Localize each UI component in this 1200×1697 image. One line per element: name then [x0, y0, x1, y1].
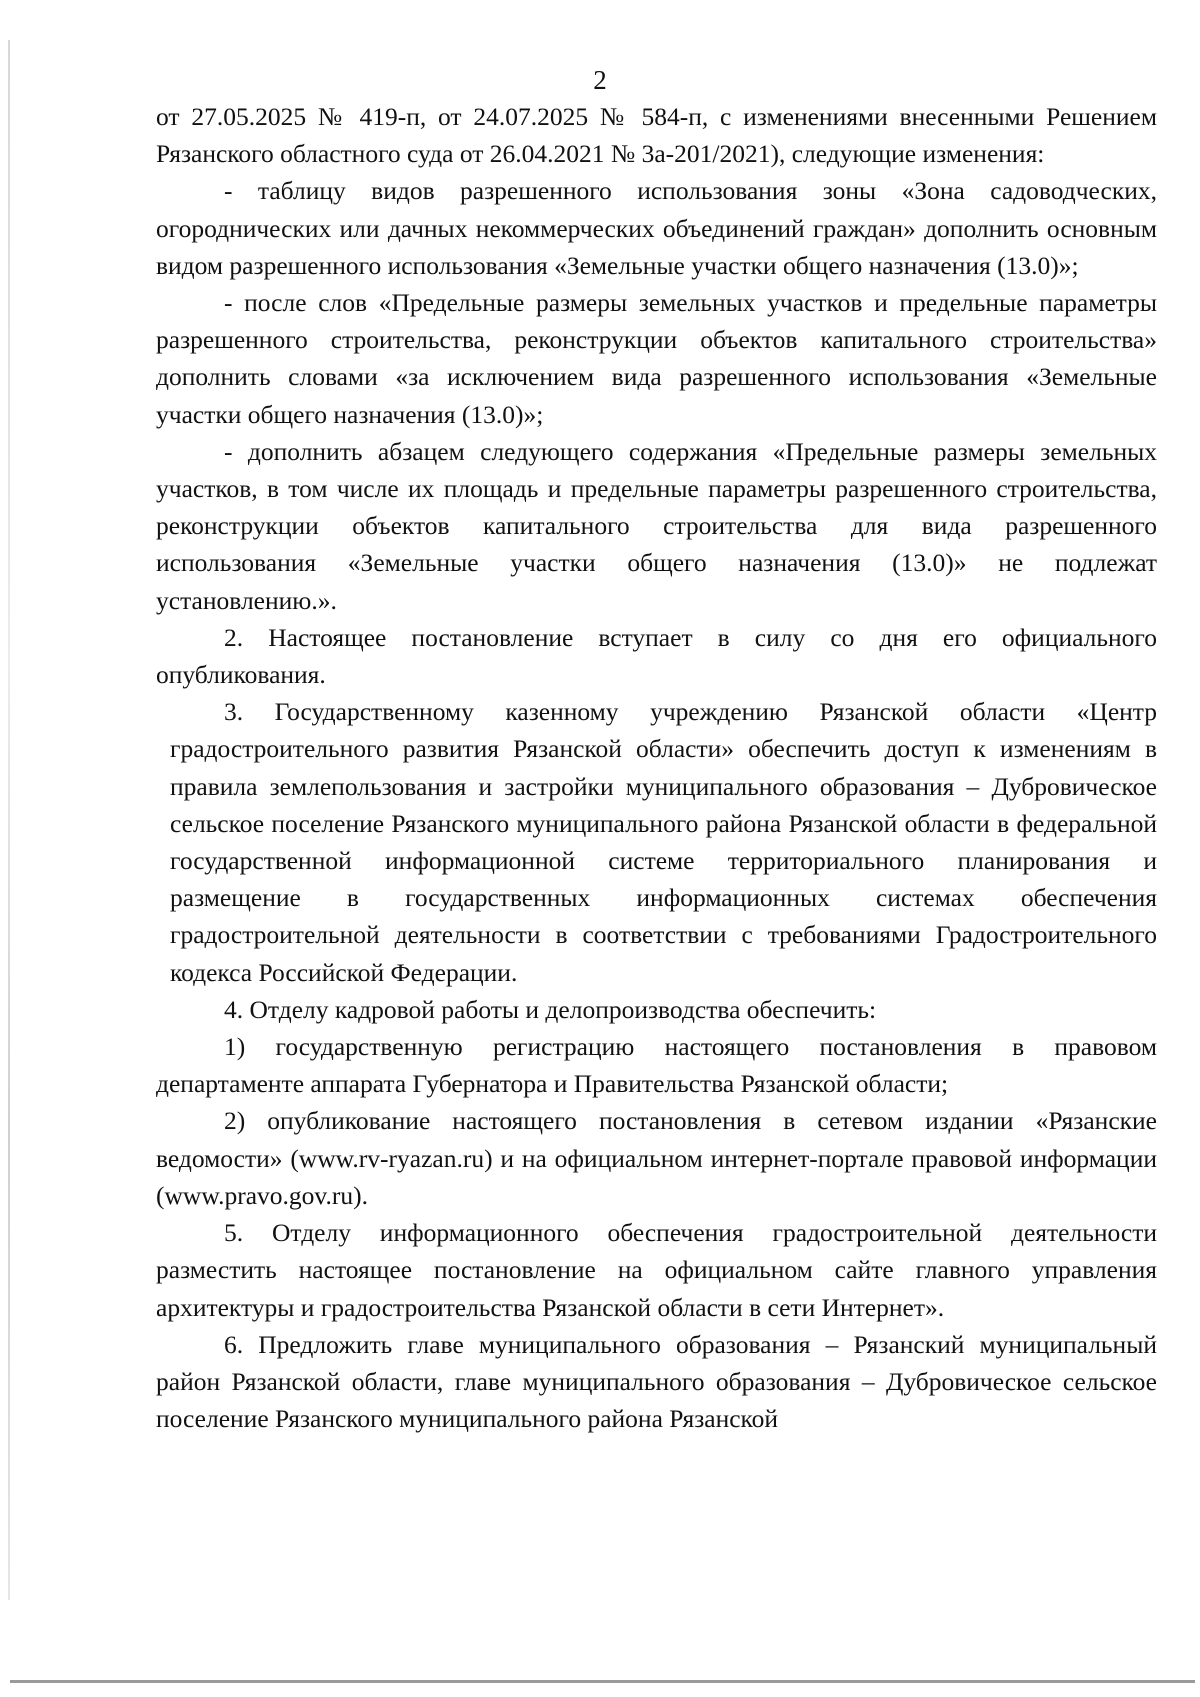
paragraph-add-clause-amendment: - дополнить абзацем следующего содержания «Предельные размеры земельных участков, в том числе их площадь и предельные параметры разрешенного строительства, реконструкции объектов капитального строительства для вида разрешенного использования «Земельные участки общего назначения (13.0)» не подлежат установлению.». — [156, 436, 1157, 615]
document-body — [156, 98, 1157, 1437]
paragraph-table-amendment: - таблицу видов разрешенного использования зоны «Зона садоводческих, огороднических или дачных некоммерческих объединений граждан» дополнить основным видом разрешенного использования «Земельные участки общего назначения (13.0)»; — [156, 176, 1157, 280]
page-number: 2 — [593, 65, 607, 95]
paragraph-item-3: 3. Государственному казенному учреждению Рязанской области «Центр градостроительного развития Рязанской области» обеспечить доступ к изменениям в правила землепользования и застройки муниципального образования – Дубровическое сельское поселение Рязанского муниципального района Рязанской области в федеральной государственной информационной системе территориального планирования и размещение в государственных информационных системах обеспечения градостроительной деятельности в соответствии с требованиями Градостроительного кодекса Российской Федерации. — [170, 697, 1157, 987]
paragraph-item-6: 6. Предложить главе муниципального образования – Рязанский муниципальный район Рязанской области, главе муниципального образования – Дубровическое сельское поселение Рязанского муниципального района Рязанской — [156, 1329, 1157, 1434]
scan-edge-left — [8, 40, 10, 1600]
paragraph-item-4-1: 1) государственную регистрацию настоящего постановления в правовом департаменте аппарата Губернатора и Правительства Рязанской области; — [156, 1032, 1157, 1099]
scan-edge-bottom — [10, 1680, 1195, 1683]
paragraph-item-2: 2. Настоящее постановление вступает в силу со дня его официального опубликования. — [156, 622, 1157, 690]
paragraph-after-words-amendment: - после слов «Предельные размеры земельных участков и предельные параметры разрешенного строительства, реконструкции объектов капитального строительства» дополнить словами «за исключением вида разрешенного использования «Земельные участки общего назначения (13.0)»; — [156, 288, 1157, 429]
paragraph-intro-continuation: от 27.05.2025 № 419-п, от 24.07.2025 № 584-п, с изменениями внесенными Решением Рязанского областного суда от 26.04.2021 № 3а-201/2021), следующие изменения: — [156, 102, 1157, 169]
paragraph-item-5: 5. Отделу информационного обеспечения градостроительной деятельности разместить настоящее постановление на официальном сайте главного управления архитектуры и градостроительства Рязанской области в сети Интернет». — [156, 1218, 1157, 1322]
paragraph-item-4-2: 2) опубликование настоящего постановления в сетевом издании «Рязанские ведомости» (www.rv-ryazan.ru) и на официальном интернет-портале правовой информации (www.pravo.gov.ru). — [156, 1106, 1157, 1210]
paragraph-item-4: 4. Отделу кадровой работы и делопроизводства обеспечить: — [224, 994, 877, 1024]
